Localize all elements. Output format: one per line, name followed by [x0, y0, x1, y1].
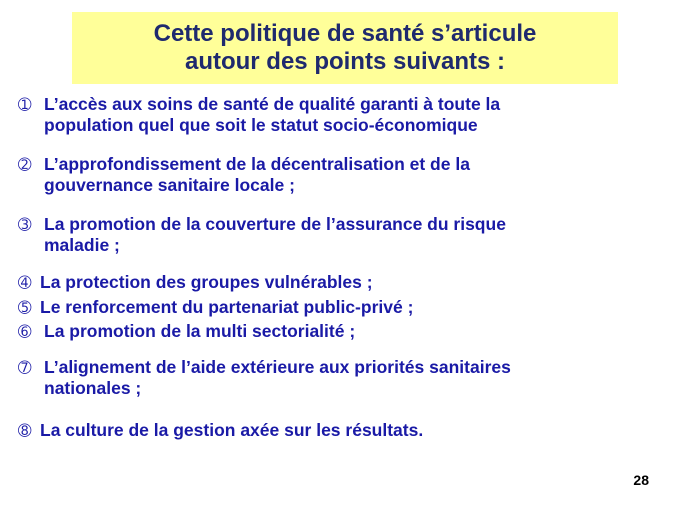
item-1-text-line-1: L’accès aux soins de santé de qualité garanti à toute la	[44, 94, 501, 114]
item-number-5: ➄	[18, 298, 32, 317]
list-item-4	[18, 272, 373, 293]
slide-title-line-2: autour des points suivants :	[184, 48, 506, 75]
list-item-3	[18, 214, 506, 256]
item-7-text-line-2: nationales ;	[44, 378, 142, 398]
item-number-1: ➀	[18, 95, 32, 114]
list-item-2	[18, 154, 470, 196]
slide-title-box	[72, 12, 618, 84]
slide-title-line-1: Cette politique de santé s’articule	[153, 20, 537, 47]
item-1-text-line-2: population quel que soit le statut socio-économique	[44, 115, 478, 135]
item-8-text: La culture de la gestion axée sur les résultats.	[40, 420, 424, 440]
list-item-6	[18, 321, 355, 342]
item-number-4: ➃	[18, 273, 32, 292]
list-item-1	[18, 94, 500, 136]
item-7-text-line-1: L’alignement de l’aide extérieure aux priorités sanitaires	[44, 357, 511, 377]
item-3-text-line-2: maladie ;	[44, 235, 120, 255]
item-number-8: ➇	[18, 421, 32, 440]
item-6-text: La promotion de la multi sectorialité ;	[44, 321, 356, 341]
item-4-text: La protection des groupes vulnérables ;	[40, 272, 373, 292]
page-number: 28	[633, 472, 649, 488]
item-number-6: ➅	[18, 322, 32, 341]
item-2-text-line-1: L’approfondissement de la décentralisation et de la	[44, 154, 470, 174]
item-5-text: Le renforcement du partenariat public-privé ;	[40, 297, 414, 317]
list-item-8	[18, 420, 423, 441]
item-number-7: ➆	[18, 358, 32, 377]
item-number-2: ➁	[18, 155, 32, 174]
list-item-5	[18, 297, 413, 318]
list-item-7	[18, 357, 511, 399]
item-2-text-line-2: gouvernance sanitaire locale ;	[44, 175, 295, 195]
item-3-text-line-1: La promotion de la couverture de l’assurance du risque	[44, 214, 506, 234]
item-number-3: ➂	[18, 215, 32, 234]
